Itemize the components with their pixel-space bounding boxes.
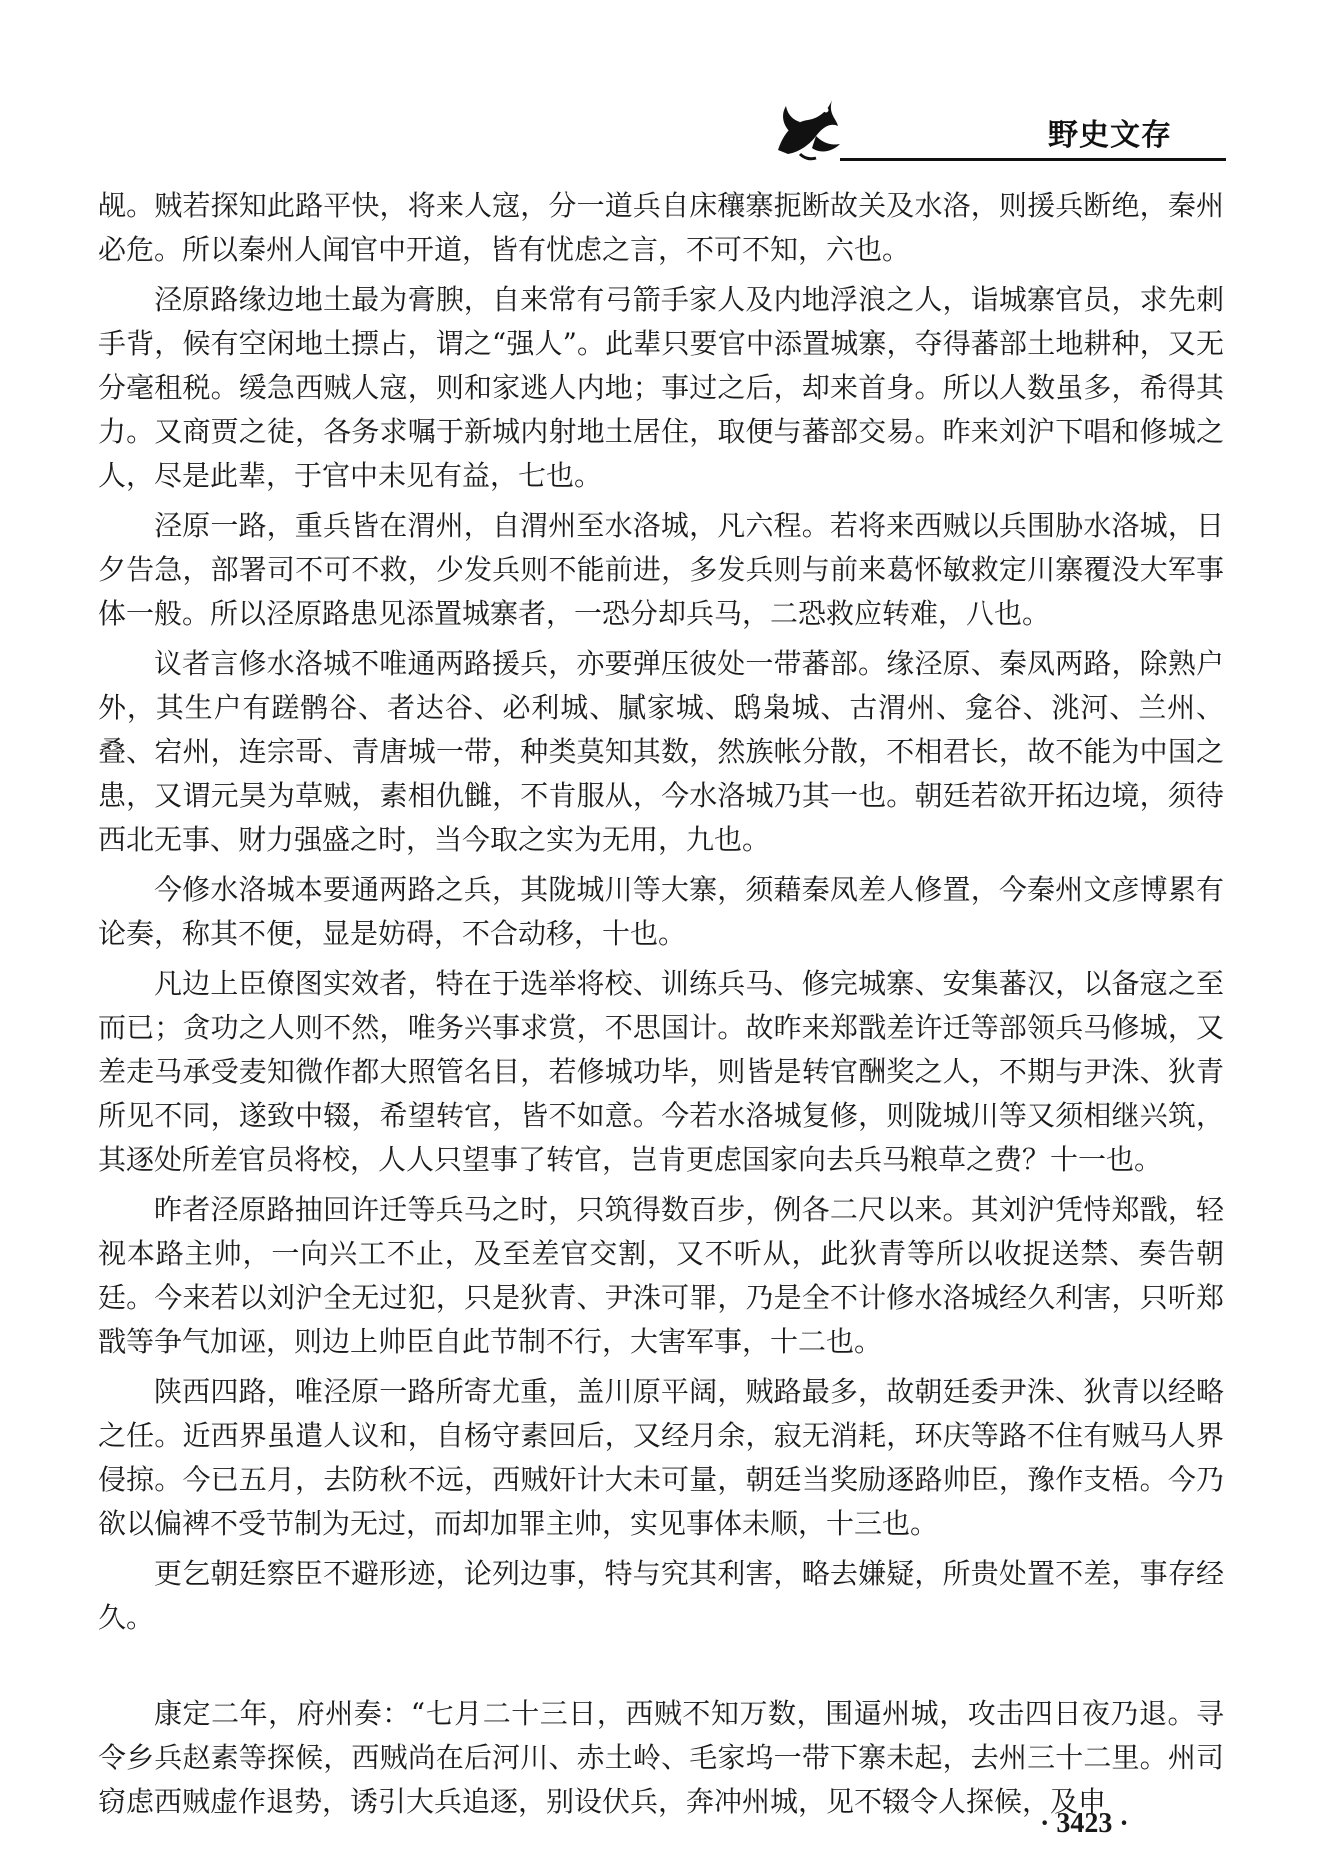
paragraph: 昨者泾原路抽回许迁等兵马之时，只筑得数百步，例各二尺以来。其刘沪凭恃郑戬，轻视本路主帅，一向兴工不止，及至差官交割，又不听从，此狄青等所以收捉送禁、奏告朝廷。今来若以刘沪全无过犯，只是狄青、尹洙可罪，乃是全不计修水洛城经久利害，只听郑戬等争气加诬，则边上帅臣自此节制不行，大害军事，十二也。 <box>98 1193 1224 1358</box>
paragraph: 陕西四路，唯泾原一路所寄尤重，盖川原平阔，贼路最多，故朝廷委尹洙、狄青以经略之任。近西界虽遣人议和，自杨守素回后，又经月余，寂无消耗，环庆等路不住有贼马人界侵掠。今已五月，去防秋不远，西贼奸计大未可量，朝廷当奖励逐路帅臣，豫作支梧。今乃欲以偏裨不受节制为无过，而却加罪主帅，实见事体未顺，十三也。 <box>98 1375 1224 1540</box>
paragraph: 泾原一路，重兵皆在渭州，自渭州至水洛城，凡六程。若将来西贼以兵围胁水洛城，日夕告急，部署司不可不救，少发兵则不能前进，多发兵则与前来葛怀敏救定川寨覆没大军事体一般。所以泾原路患见添置城寨者，一恐分却兵马，二恐救应转难，八也。 <box>98 509 1224 630</box>
paragraph: 议者言修水洛城不唯通两路援兵，亦要弹压彼处一带蕃部。缘泾原、秦凤两路，除熟户外，其生户有蹉鹘谷、者达谷、必利城、膩家城、鸱枭城、古渭州、龛谷、洮河、兰州、叠、宕州，连宗哥、青唐城一带，种类莫知其数，然族帐分散，不相君长，故不能为中国之患，又谓元昊为草贼，素相仇雠，不肯服从，今水洛城乃其一也。朝廷若欲开拓边境，须待西北无事、财力强盛之时，当今取之实为无用，九也。 <box>98 647 1224 856</box>
paragraph: 觇。贼若探知此路平快，将来人寇，分一道兵自床穰寨扼断故关及水洛，则援兵断绝，秦州必危。所以秦州人闻官中开道，皆有忧虑之言，不可不知，六也。 <box>98 189 1224 266</box>
page-number: · 3423 · <box>1040 1808 1129 1839</box>
paragraph: 更乞朝廷察臣不避形迹，论列边事，特与究其利害，略去嫌疑，所贵处置不差，事存经久。 <box>98 1557 1224 1634</box>
paragraph: 泾原路缘边地土最为膏腴，自来常有弓箭手家人及内地浮浪之人，诣城寨官员，求先刺手背，候有空闲地土摽占，谓之“强人”。此辈只要官中添置城寨，夺得蕃部土地耕种，又无分毫租税。缓急西贼人寇，则和家逃人内地；事过之后，却来首身。所以人数虽多，希得其力。又商贾之徒，各务求嘱于新城内射地土居住，取便与蕃部交易。昨来刘沪下唱和修城之人，尽是此辈，于官中未见有益，七也。 <box>98 283 1224 492</box>
article-body <box>98 184 1224 1830</box>
paragraph: 康定二年，府州奏：“七月二十三日，西贼不知万数，围逼州城，攻击四日夜乃退。寻令乡兵赵素等探候，西贼尚在后河川、赤土岭、毛家坞一带下寨未起，去州三十二里。州司窃虑西贼虚作退势，诱引大兵追逐，别设伏兵，奔冲州城，见不辍令人探候，及申 <box>98 1697 1224 1818</box>
paragraph: 今修水洛城本要通两路之兵，其陇城川等大寨，须藉秦凤差人修置，今秦州文彦博累有论奏，称其不便，显是妨碍，不合动移，十也。 <box>98 873 1224 950</box>
series-title: 野史文存 <box>1048 118 1172 153</box>
header-rule <box>840 158 1226 161</box>
paragraph: 凡边上臣僚图实效者，特在于选举将校、训练兵马、修完城寨、安集蕃汉，以备寇之至而已；贪功之人则不然，唯务兴事求赏，不思国计。故昨来郑戬差许迁等部领兵马修城，又差走马承受麦知微作都大照管名目，若修城功毕，则皆是转官酬奖之人，不期与尹洙、狄青所见不同，遂致中辍，希望转官，皆不如意。今若水洛城复修，则陇城川等又须相继兴筑，其逐处所差官员将校，人人只望事了转官，岂肯更虑国家向去兵马粮草之费？十一也。 <box>98 967 1224 1176</box>
page-header <box>0 0 1322 180</box>
dragon-emblem-icon <box>770 92 842 162</box>
